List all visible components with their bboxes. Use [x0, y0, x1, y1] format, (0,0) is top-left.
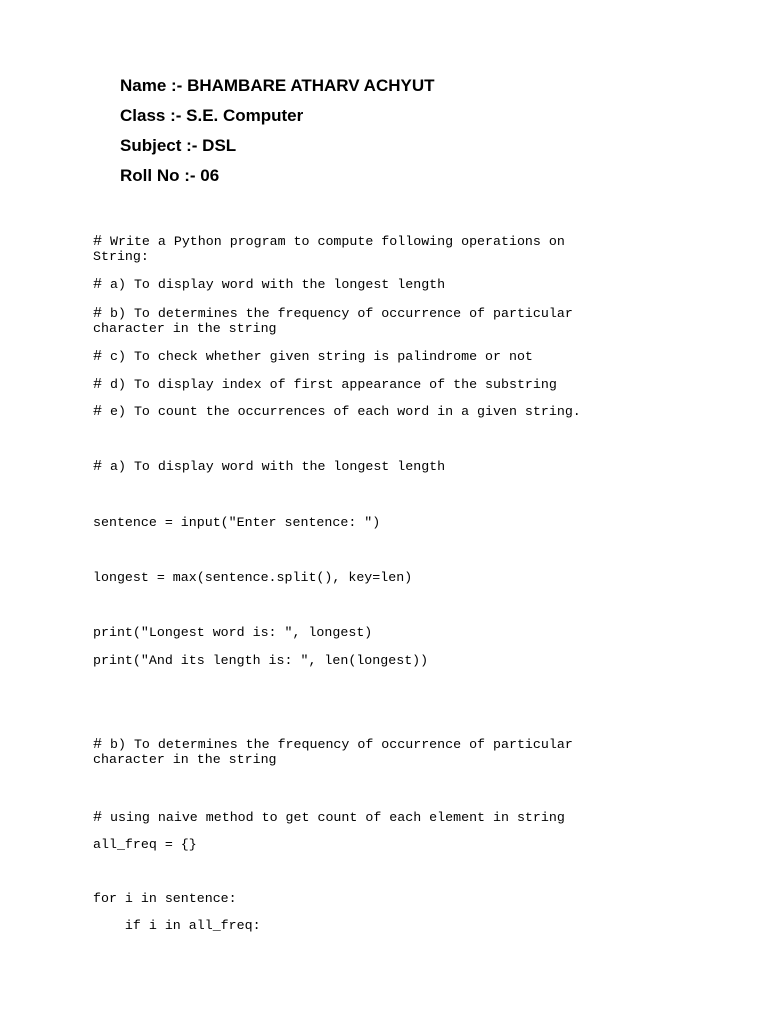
section-b-comment: # b) To determines the frequency of occurrence of particular character in the string — [93, 736, 573, 767]
code-line-print-longest: print("Longest word is: ", longest) — [93, 625, 373, 640]
comment-op-a: # a) To display word with the longest length — [93, 276, 446, 293]
student-info — [120, 76, 435, 196]
comment-op-b: # b) To determines the frequency of occurrence of particular character in the string — [93, 305, 573, 336]
code-line-longest: longest = max(sentence.split(), key=len) — [93, 570, 413, 585]
comment-intro: # Write a Python program to compute following operations on String: — [93, 233, 565, 264]
code-line-for: for i in sentence: — [93, 891, 237, 906]
subject: Subject :- DSL — [120, 136, 237, 155]
comment-op-e: # e) To count the occurrences of each word in a given string. — [93, 403, 581, 420]
student-name: Name :- BHAMBARE ATHARV ACHYUT — [120, 76, 435, 95]
code-line-print-length: print("And its length is: ", len(longest)) — [93, 653, 429, 668]
comment-op-d: # d) To display index of first appearance of the substring — [93, 376, 557, 393]
student-class: Class :- S.E. Computer — [120, 106, 304, 125]
code-line-input: sentence = input("Enter sentence: ") — [93, 515, 381, 530]
section-a-comment: # a) To display word with the longest length — [93, 458, 446, 475]
comment-naive-method: # using naive method to get count of each element in string — [93, 809, 565, 826]
comment-op-c: # c) To check whether given string is palindrome or not — [93, 348, 533, 365]
code-line-all-freq: all_freq = {} — [93, 837, 197, 852]
code-line-if: if i in all_freq: — [93, 918, 261, 933]
roll-number: Roll No :- 06 — [120, 166, 220, 185]
